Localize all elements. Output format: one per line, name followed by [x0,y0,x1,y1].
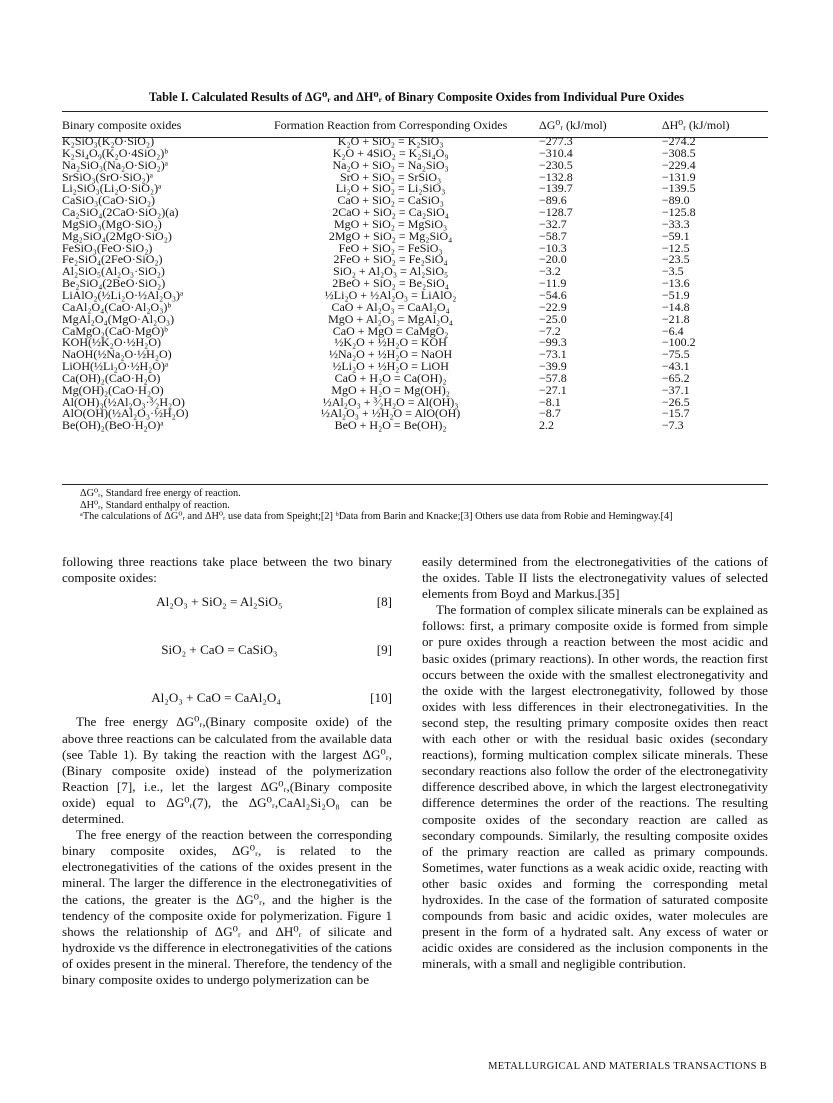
oxide-cell: Al₂SiO₅(Al₂O₃·SiO₂) [62,264,165,279]
delta-h-cell: −26.5 [661,394,690,409]
delta-g-cell: −27.1 [539,382,567,397]
journal-footer: METALLURGICAL AND MATERIALS TRANSACTIONS B [488,1061,767,1072]
delta-h-cell: −43.1 [661,359,690,374]
table-body [62,136,768,432]
footnote: ΔH⁰ᵣ, Standard enthalpy of reaction. [80,499,230,511]
delta-h-cell: −274.2 [661,134,696,148]
header-delta-g: ΔG⁰ᵣ (kJ/mol) [539,118,607,132]
oxide-cell: Be(OH)₂(BeO·H₂O)ᵃ [62,418,164,433]
delta-g-cell: −230.5 [539,157,573,172]
delta-h-cell: −65.2 [661,370,690,385]
oxide-cell: K₂Si₄O₉(K₂O·4SiO₂)ᵇ [62,145,168,160]
delta-h-cell: −51.9 [661,287,690,302]
delta-h-cell: −14.8 [661,299,690,314]
delta-g-cell: −139.7 [539,181,573,196]
delta-g-cell: −32.7 [539,216,567,231]
header-delta-h: ΔH⁰ᵣ (kJ/mol) [661,118,730,132]
table-title: Table I. Calculated Results of ΔG⁰ᵣ and ΔH⁰ᵣ of Binary Composite Oxides from Individual Pure Oxides [148,90,685,104]
delta-g-cell: −3.2 [539,264,561,279]
delta-g-cell: −10.3 [539,240,567,255]
delta-g-cell: −8.1 [539,394,561,409]
table-bottom-rule [62,484,768,485]
delta-g-cell: −11.9 [539,276,567,291]
delta-g-cell: −7.2 [539,323,561,338]
delta-g-cell: −132.8 [539,169,573,184]
delta-g-cell: −22.9 [539,299,567,314]
delta-g-cell: −89.6 [539,193,567,208]
reaction-cell: MgO + Al₂O₃ = MgAl₂O₄ [328,311,454,326]
reaction-cell: ½Li₂O + ½H₂O = LiOH [332,359,449,374]
footnote: ᵃThe calculations of ΔG⁰ᵣ and ΔH⁰ᵣ use data from Speight;[2] ᵇData from Barin and Knacke;[3] Others use data from Robie and Hemingway.[4] [80,511,673,523]
delta-h-cell: −59.1 [661,228,690,243]
equation-8 [62,594,392,610]
delta-g-cell: −73.1 [539,347,567,362]
body-paragraph: easily determined from the electronegativities of the cations of the oxides. Table II lists the electronegativity values of selected elements from Boyd and Markus.[35] [422,554,768,602]
delta-h-cell: −15.7 [661,406,690,421]
equation-number: [8] [376,594,392,610]
oxide-cell: CaMgO₂(CaO·MgO)ᵇ [62,323,168,338]
oxide-cell: Ca(OH)₂(CaO·H₂O) [62,370,161,385]
table-header-row [62,115,768,136]
reaction-cell: BeO + H₂O = Be(OH)₂ [334,418,447,433]
equation-10 [62,690,392,706]
oxide-cell: Mg₂SiO₄(2MgO·SiO₂) [62,228,172,243]
delta-h-cell: −21.8 [661,311,690,326]
reaction-cell: MgO + H₂O = Mg(OH)₂ [331,382,450,397]
equation-9 [62,642,392,658]
oxide-cell: MgAl₂O₄(MgO·Al₂O₃) [62,311,175,326]
reaction-cell: MgO + SiO₂ = MgSiO₃ [333,216,448,231]
body-paragraph: The formation of complex silicate minerals can be explained as follows: first, a primary composite oxide is formed from simple or pure oxides through a reaction between the most acidic and basic oxides (primary reactions). In other words, the reaction first occurs between the oxide with the smallest electronegativity and the oxide with the largest electronegativity, followed by those oxides with less differences in their electronegativities. In the second step, the resulting primary composite oxides then react with each other or with the residual basic oxides (secondary reactions), forming multication complex silicate minerals. These secondary reactions also follow the order of the electronegativity difference described above, in which the largest electronegativity difference determines the order of the reactions. The resulting composite oxides of the secondary reaction are called as secondary compounds. Similarly, the resulting composite oxides of the primary reaction are called as primary compounds. Sometimes, water functions as a weak acidic oxide, reacting with other basic oxides and forming the corresponding metal hydroxides. In the case of the formation of saturated composite compounds from basic and acidic oxides, water molecules are present in the form of a hydrated salt. Any excess of water or acidic oxides are considered as the inclusion components in the minerals, with a small and negligible contribution. [422,602,768,972]
oxide-cell: CaSiO₃(CaO·SiO₂) [62,193,156,208]
delta-h-cell: −100.2 [661,335,696,350]
table-row [62,420,768,432]
reaction-cell: ½Al₂O₃ + ³⁄₂H₂O = Al(OH)₃ [322,394,459,409]
reaction-cell: K₂O + 4SiO₂ = K₂Si₄O₉ [332,145,449,160]
right-column [422,554,768,972]
equation-expression: Al₂O₃ + SiO₂ = Al₂SiO₅ [156,594,283,610]
header-binary-oxides: Binary composite oxides [62,118,182,132]
oxide-cell: K₂SiO₃(K₂O·SiO₂) [62,134,155,148]
body-paragraph: The free energy of the reaction between the corresponding binary composite oxides, ΔG⁰ᵣ, is related to the electronegativities of the cations of the oxides present in the mineral. The larger the difference in the electronegativities of the cations, the greater is the ΔG⁰ᵣ, and the higher is the tendency of the composite oxide for polymerization. Figure 1 shows the relationship of ΔG⁰ᵣ and ΔH⁰ᵣ of silicate and hydroxide vs the difference in electronegativities of the cations of oxides present in the mineral. Therefore, the tendency of the binary composite oxides to undergo polymerization can be [62,827,392,987]
oxide-cell: AlO(OH)(½Al₂O₃·½H₂O) [62,406,189,421]
reaction-cell: CaO + Al₂O₃ = CaAl₂O₄ [331,299,450,314]
equation-number: [9] [376,642,392,658]
reaction-cell: 2BeO + SiO₂ = Be₂SiO₄ [332,276,449,291]
table-top-rule [62,111,768,112]
header-formation-reaction: Formation Reaction from Corresponding Oxides [273,118,508,132]
oxide-cell: Li₂SiO₃(Li₂O·SiO₂)ᵃ [62,181,162,196]
delta-g-cell: −39.9 [539,359,567,374]
delta-h-cell: −131.9 [661,169,696,184]
reaction-cell: SrO + SiO₂ = SrSiO₃ [339,169,442,184]
delta-h-cell: −13.6 [661,276,690,291]
reaction-cell: ½Al₂O₃ + ½H₂O = AlO(OH) [320,406,461,421]
body-paragraph: following three reactions take place between the two binary composite oxides: [62,554,392,586]
oxide-cell: LiOH(½Li₂O·½H₂O)ᵃ [62,359,169,374]
oxide-cell: LiAlO₂(½Li₂O·½Al₂O₃)ᵃ [62,287,184,302]
reaction-cell: 2FeO + SiO₂ = Fe₂SiO₄ [333,252,448,267]
oxide-cell: Be₂SiO₄(2BeO·SiO₂) [62,276,166,291]
reaction-cell: CaO + MgO = CaMgO₂ [332,323,449,338]
delta-h-cell: −229.4 [661,157,696,172]
delta-h-cell: −308.5 [661,145,696,160]
composite-oxides-table [62,115,768,432]
footnote: ΔG⁰ᵣ, Standard free energy of reaction. [80,488,241,499]
reaction-cell: CaO + SiO₂ = CaSiO₃ [337,193,444,208]
reaction-cell: ½Na₂O + ½H₂O = NaOH [329,347,453,362]
reaction-cell: CaO + H₂O = Ca(OH)₂ [334,370,447,385]
reaction-cell: K₂O + SiO₂ = K₂SiO₃ [337,134,444,148]
oxide-cell: NaOH(½Na₂O·½H₂O) [62,347,172,362]
reaction-cell: 2MgO + SiO₂ = Mg₂SiO₄ [328,228,453,243]
delta-g-cell: −57.8 [539,370,567,385]
reaction-cell: FeO + SiO₂ = FeSiO₃ [338,240,443,255]
delta-g-cell: −8.7 [539,406,561,421]
reaction-cell: Li₂O + SiO₂ = Li₂SiO₃ [335,181,446,196]
oxide-cell: Fe₂SiO₄(2FeO·SiO₂) [62,252,163,267]
delta-g-cell: −128.7 [539,205,573,220]
delta-h-cell: −33.3 [661,216,690,231]
equation-expression: SiO₂ + CaO = CaSiO₃ [161,642,278,658]
reaction-cell: 2CaO + SiO₂ = Ca₂SiO₄ [332,205,449,220]
reaction-cell: SiO₂ + Al₂O₃ = Al₂SiO₅ [333,264,449,279]
oxide-cell: MgSiO₃(MgO·SiO₂) [62,216,162,231]
delta-g-cell: 2.2 [539,418,555,433]
equation-number: [10] [370,690,392,706]
reaction-cell: ½K₂O + ½H₂O = KOH [334,335,447,350]
delta-h-cell: −125.8 [661,205,696,220]
delta-h-cell: −3.5 [661,264,684,279]
delta-h-cell: −75.5 [661,347,690,362]
oxide-cell: CaAl₂O₄(CaO·Al₂O₃)ᵇ [62,299,172,314]
oxide-cell: FeSiO₃(FeO·SiO₂) [62,240,153,255]
delta-h-cell: −37.1 [661,382,690,397]
delta-h-cell: −89.0 [661,193,690,208]
delta-g-cell: −58.7 [539,228,567,243]
reaction-cell: Na₂O + SiO₂ = Na₂SiO₃ [332,157,449,172]
oxide-cell: Al(OH)₃(½Al₂O₃·³⁄₂H₂O) [62,394,185,409]
delta-g-cell: −20.0 [539,252,567,267]
table-footnotes [80,488,673,523]
delta-g-cell: −54.6 [539,287,567,302]
delta-h-cell: −7.3 [661,418,684,433]
delta-g-cell: −99.3 [539,335,567,350]
reaction-cell: ½Li₂O + ½Al₂O₃ = LiAlO₂ [324,287,457,302]
delta-h-cell: −23.5 [661,252,690,267]
delta-g-cell: −310.4 [539,145,573,160]
delta-h-cell: −6.4 [661,323,684,338]
delta-g-cell: −277.3 [539,134,573,148]
equation-expression: Al₂O₃ + CaO = CaAl₂O₄ [151,690,281,706]
oxide-cell: Mg(OH)₂(CaO·H₂O) [62,382,164,397]
delta-g-cell: −25.0 [539,311,567,326]
delta-h-cell: −139.5 [661,181,696,196]
oxide-cell: KOH(½K₂O·½H₂O) [62,335,162,350]
body-paragraph: The free energy ΔG⁰ᵣ,(Binary composite oxide) of the above three reactions can be calculated from the available data (see Table 1). By taking the reaction with the largest ΔG⁰ᵣ,(Binary composite oxide) instead of the polymerization Reaction [7], i.e., let the largest ΔG⁰ᵣ,(Binary composite oxide) equal to ΔG⁰ᵣ(7), the ΔG⁰ᵣ,CaAl₂Si₂O₈ can be determined. [62,714,392,827]
delta-h-cell: −12.5 [661,240,690,255]
oxide-cell: Ca₂SiO₄(2CaO·SiO₂)(a) [62,205,179,220]
oxide-cell: SrSiO₃(SrO·SiO₂)ᵃ [62,169,153,184]
oxide-cell: Na₂SiO₃(Na₂O·SiO₂)ᵃ [62,157,169,172]
left-column [62,554,392,988]
